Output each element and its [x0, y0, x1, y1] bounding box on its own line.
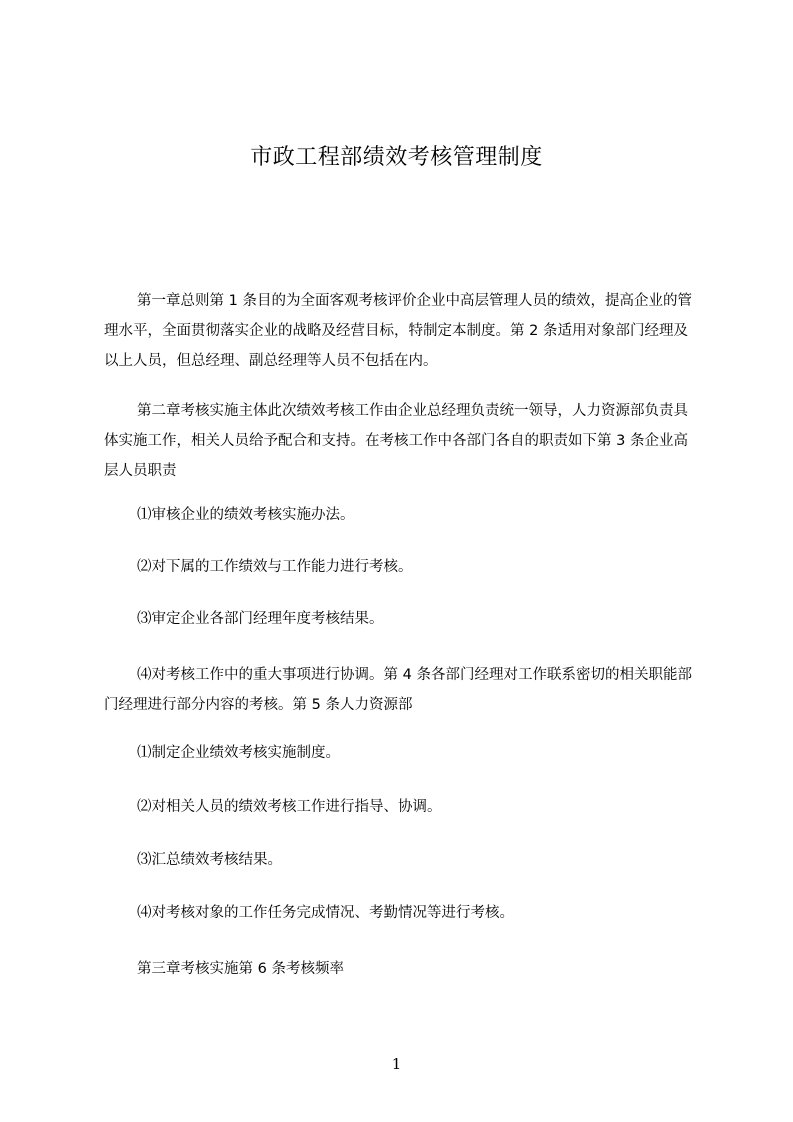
chapter-3-heading: 第三章考核实施第 6 条考核频率 [137, 961, 344, 977]
list-item-hr-guidance: ⑵对相关人员的绩效考核工作进行指导、协调。 [137, 799, 442, 815]
list-item-hr-attendance: ⑷对考核对象的工作任务完成情况、考勤情况等进行考核。 [137, 905, 514, 921]
paragraph-chapter-1: 第一章总则第 1 条目的为全面客观考核评价企业中高层管理人员的绩效，提高企业的管理水平，全面贯彻落实企业的战略及经营目标，特制定本制度。第 2 条适用对象部门经理及以上人员，但总经理、副总经理等人员不包括在内。 [104, 293, 692, 369]
paragraph-coordination: ⑷对考核工作中的重大事项进行协调。第 4 条各部门经理对工作联系密切的相关职能部门经理进行部分内容的考核。第 5 条人力资源部 [104, 667, 692, 713]
page-number: 1 [391, 1055, 402, 1073]
paragraph-chapter-2: 第二章考核实施主体此次绩效考核工作由企业总经理负责统一领导，人力资源部负责具体实施工作，相关人员给予配合和支持。在考核工作中各部门各自的职责如下第 3 条企业高层人员职责 [104, 403, 688, 479]
document-title: 市政工程部绩效考核管理制度 [250, 145, 543, 170]
list-item-assess-subordinates: ⑵对下属的工作绩效与工作能力进行考核。 [137, 559, 413, 575]
list-item-hr-summary: ⑶汇总绩效考核结果。 [137, 852, 282, 868]
list-item-approve-results: ⑶审定企业各部门经理年度考核结果。 [137, 611, 384, 627]
list-item-review-method: ⑴审核企业的绩效考核实施办法。 [137, 507, 355, 523]
list-item-hr-system: ⑴制定企业绩效考核实施制度。 [137, 745, 340, 761]
